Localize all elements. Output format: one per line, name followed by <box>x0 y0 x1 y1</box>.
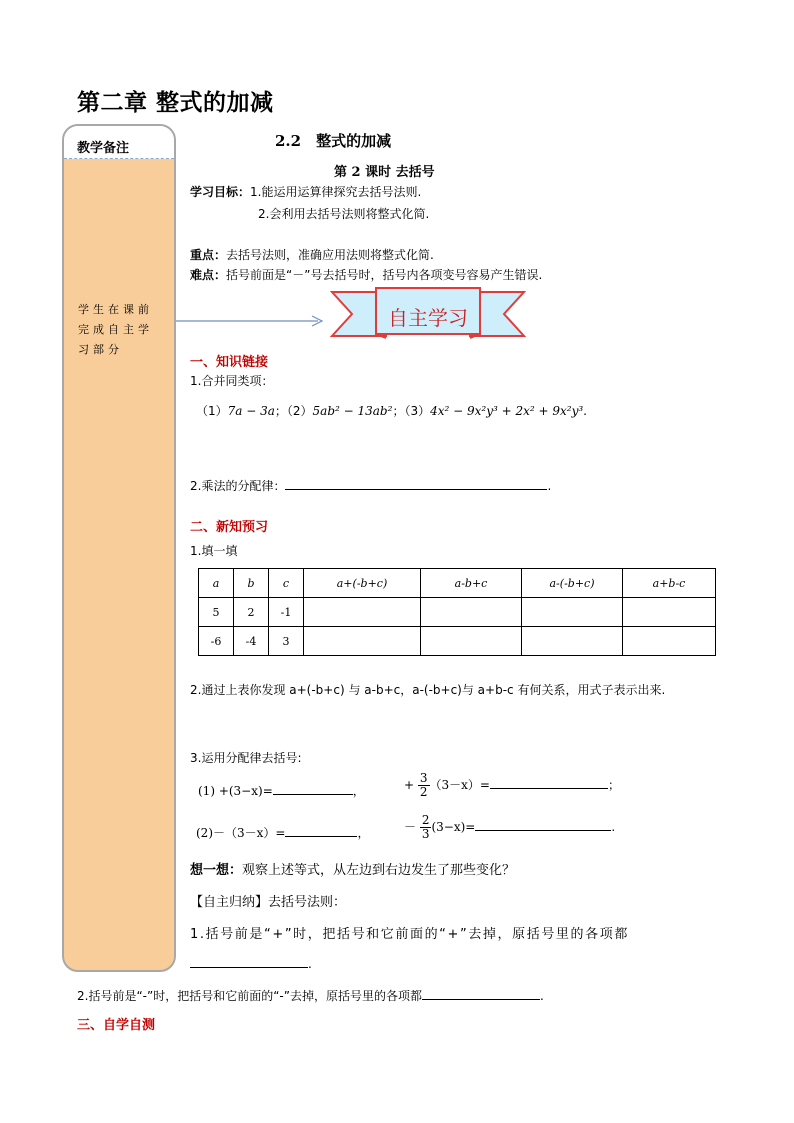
rule-1: 1.括号前是“+”时，把括号和它前面的“+”去掉，原括号里的各项都 <box>190 927 629 942</box>
think-text: 观察上述等式，从左边到右边发生了那些变化？ <box>242 863 516 878</box>
equation-2a <box>196 824 369 841</box>
expr-end: . <box>583 404 587 418</box>
key-point-text: 去括号法则，准确应用法则将整式化简. <box>226 248 434 262</box>
equation-1b-blank[interactable] <box>490 776 608 789</box>
equation-1a-blank[interactable] <box>273 782 353 795</box>
objective-1: 1.能运用运算律探究去括号法则. <box>250 185 422 199</box>
table-header: a+b-c <box>652 576 686 590</box>
teaching-notes-sidebar <box>62 124 176 972</box>
table-cell: -4 <box>234 627 269 656</box>
equation-1b-text: （3－x）= <box>429 778 490 792</box>
rule-2-end: . <box>539 989 544 1003</box>
equation-2a-end: ， <box>357 826 370 840</box>
rule-2 <box>77 987 544 1004</box>
section-title: 2.2 整式的加减 <box>275 132 392 150</box>
part2-title: 二、新知预习 <box>190 520 269 535</box>
q2-end: . <box>547 479 552 493</box>
distributive-law-blank[interactable] <box>285 477 547 490</box>
equation-1b-sign: + <box>404 778 415 792</box>
fraction-2-3 <box>420 814 432 841</box>
part1-expressions <box>196 402 587 419</box>
equation-2b-text: (3−x)= <box>431 820 476 834</box>
part1-q1: 1.合并同类项： <box>190 374 274 388</box>
part3-title: 三、自学自测 <box>77 1018 156 1033</box>
table-blank-cell[interactable] <box>304 598 421 627</box>
table-blank-cell[interactable] <box>522 598 623 627</box>
table-blank-cell[interactable] <box>522 627 623 656</box>
expr1: 7a − 3a <box>227 404 275 418</box>
fraction-numerator: 2 <box>421 813 430 827</box>
table-header: b <box>247 576 255 590</box>
table-header: a-(-b+c) <box>549 576 595 590</box>
rule-1-blank[interactable] <box>190 955 308 968</box>
table-row <box>199 627 716 656</box>
table-header: c <box>282 576 290 590</box>
table-blank-cell[interactable] <box>421 627 522 656</box>
sidebar-note: 学生在课前完成自主学习部分 <box>78 303 153 356</box>
difficulty <box>190 266 542 283</box>
objectives <box>190 183 421 200</box>
equation-1a <box>198 782 365 799</box>
think-prompt <box>190 859 515 878</box>
part2-q1: 1.填一填 <box>190 544 238 558</box>
equation-2b-end: . <box>611 820 616 834</box>
table-blank-cell[interactable] <box>623 598 716 627</box>
table-header: a+(-b+c) <box>336 576 388 590</box>
table-row <box>199 598 716 627</box>
fill-table <box>198 568 716 656</box>
part1-title: 一、知识链接 <box>190 355 269 370</box>
objectives-label: 学习目标： <box>190 185 251 199</box>
rule-1-end: . <box>308 957 312 971</box>
arrow-icon <box>176 312 326 330</box>
rule-1-answer <box>190 955 312 971</box>
table-header: a-b+c <box>454 576 488 590</box>
equation-2a-blank[interactable] <box>285 824 357 837</box>
key-point-label: 重点： <box>190 248 227 262</box>
lesson-title: 第 2 课时 去括号 <box>334 165 435 180</box>
expr3-label: ；（3） <box>392 404 431 418</box>
key-point <box>190 246 434 263</box>
equation-2b <box>404 814 615 841</box>
equation-2a-text: (2)－（3－x）= <box>196 826 286 840</box>
difficulty-label: 难点： <box>190 268 227 282</box>
table-header-row <box>199 569 716 598</box>
part1-q2 <box>190 477 551 494</box>
expr2: 5ab² − 13ab² <box>312 404 393 418</box>
sidebar-title: 教学备注 <box>77 141 130 156</box>
equation-1a-end: ， <box>352 784 365 798</box>
table-cell: 2 <box>234 598 269 627</box>
table-blank-cell[interactable] <box>421 598 522 627</box>
expr1-label: （1） <box>196 404 228 418</box>
table-cell: -6 <box>199 627 234 656</box>
expr3: 4x² − 9x²y³ + 2x² + 9x²y³ <box>430 404 584 418</box>
chapter-title: 第二章 整式的加减 <box>77 90 274 116</box>
summary-label: 【自主归纳】 <box>190 895 269 910</box>
part2-q2: 2.通过上表你发现 a+(-b+c) 与 a-b+c，a-(-b+c)与 a+b-c 有何关系，用式子表示出来. <box>190 683 666 697</box>
objective-2: 2.会利用去括号法则将整式化简. <box>258 207 430 221</box>
distributive-law-label: 2.乘法的分配律： <box>190 479 286 493</box>
equation-1a-text: (1) +(3−x)= <box>198 784 273 798</box>
fraction-denominator: 3 <box>421 827 430 841</box>
table-header: a <box>212 576 220 590</box>
table-blank-cell[interactable] <box>623 627 716 656</box>
think-label: 想一想： <box>190 863 243 878</box>
table-cell: 5 <box>199 598 234 627</box>
expr2-label: ；（2） <box>274 404 313 418</box>
table-blank-cell[interactable] <box>304 627 421 656</box>
part2-q3: 3.运用分配律去括号: <box>190 751 302 765</box>
equation-1b-end: ； <box>608 778 621 792</box>
rule-2-blank[interactable] <box>422 987 540 1000</box>
summary-text: 去括号法则： <box>268 895 347 910</box>
table-cell: -1 <box>269 598 304 627</box>
fraction-numerator: 3 <box>419 771 428 785</box>
fraction-denominator: 2 <box>419 785 428 799</box>
equation-1b <box>404 772 620 799</box>
summary-line <box>190 891 346 910</box>
banner-text: 自主学习 <box>388 306 468 330</box>
equation-2b-sign: － <box>404 820 417 834</box>
rule-2-text: 2.括号前是“-”时，把括号和它前面的“-”去掉，原括号里的各项都 <box>77 989 422 1003</box>
difficulty-text: 括号前面是“－”号去括号时，括号内各项变号容易产生错误. <box>226 268 543 282</box>
fraction-3-2 <box>418 772 430 799</box>
equation-2b-blank[interactable] <box>475 818 611 831</box>
table-cell: 3 <box>269 627 304 656</box>
